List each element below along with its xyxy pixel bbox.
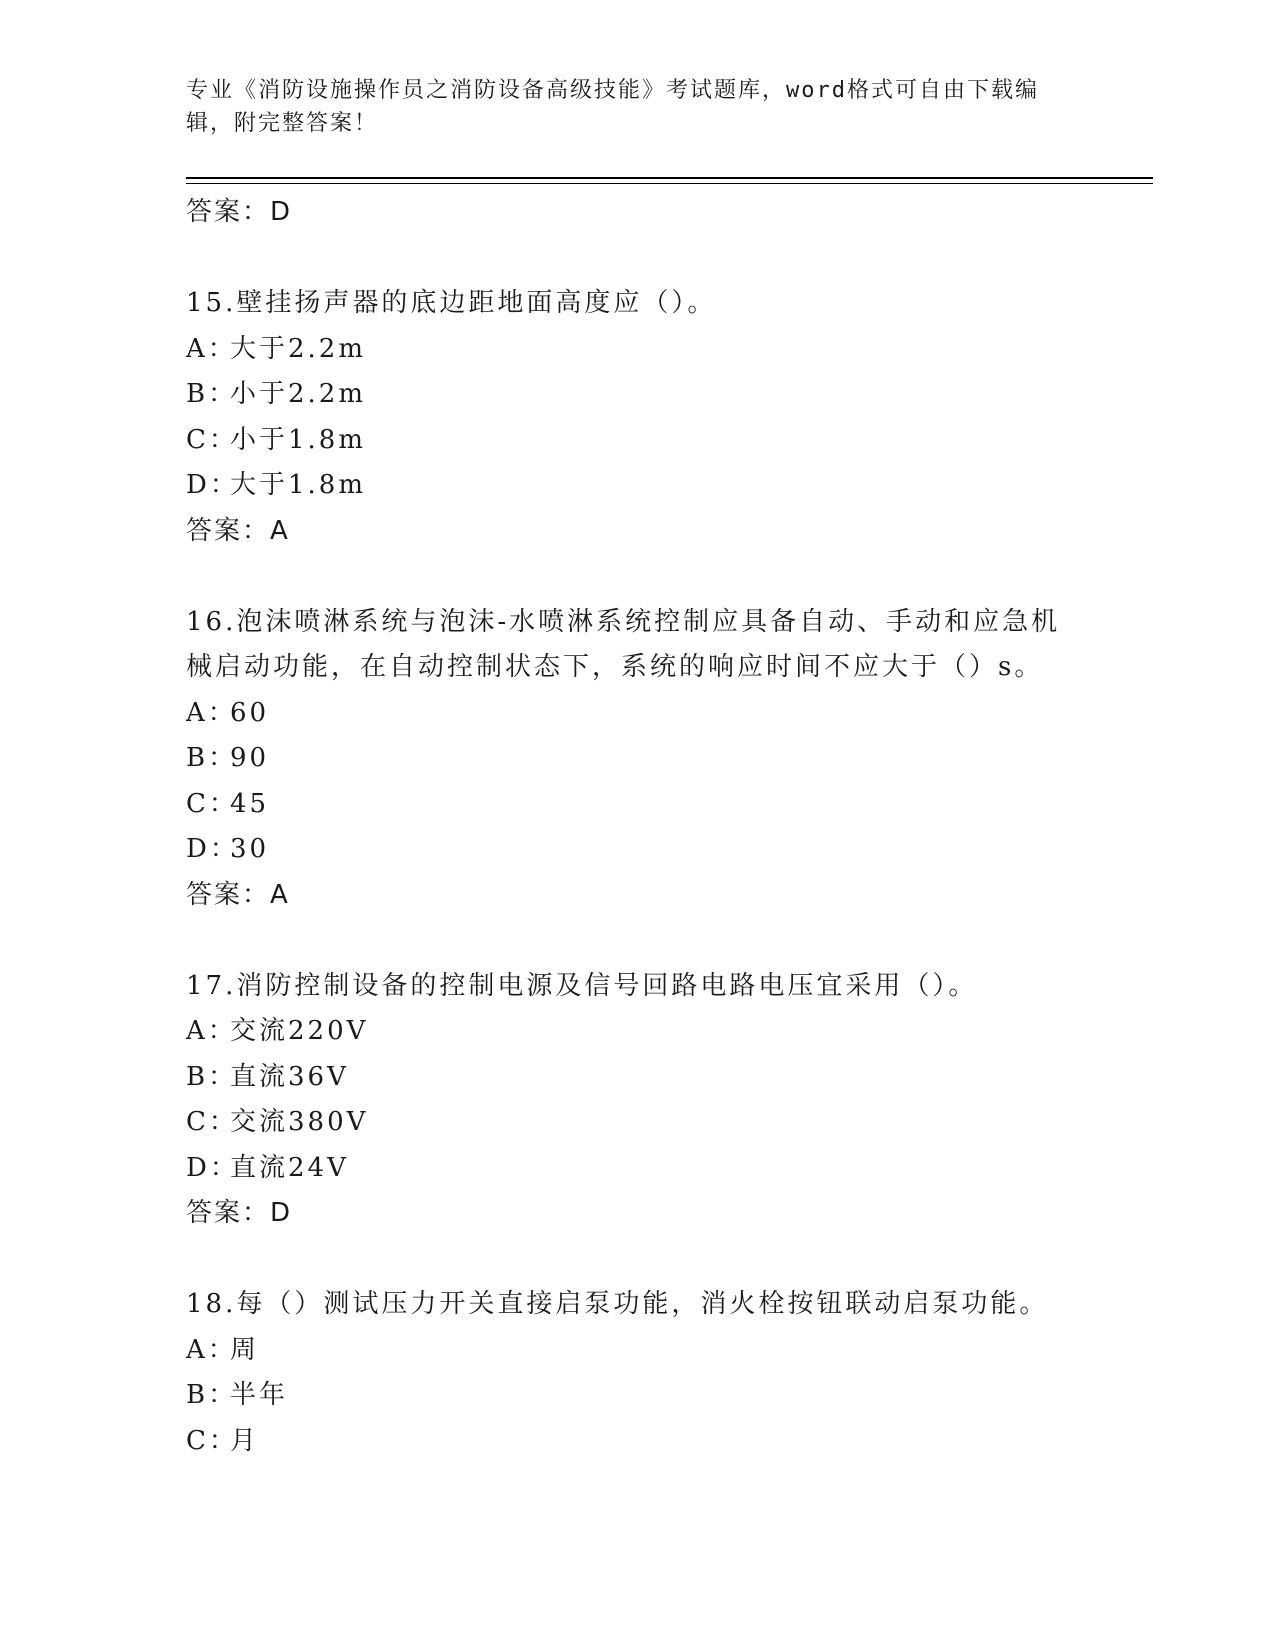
option-letter: D：	[186, 834, 239, 864]
option-letter: C：	[186, 1425, 238, 1456]
answer-line: 答案：A	[186, 879, 290, 910]
option-letter: C：	[186, 788, 238, 819]
option-b	[186, 736, 1086, 782]
option-text: 大于1.8m	[230, 470, 367, 500]
option-d	[186, 463, 1086, 509]
option-letter: A：	[186, 1334, 237, 1365]
spacer	[186, 1237, 1086, 1283]
option-b	[186, 1373, 1086, 1419]
option-c	[186, 782, 1086, 828]
option-letter: B：	[186, 379, 238, 409]
option-text: 月	[230, 1425, 260, 1456]
header-rule-thin	[186, 183, 1153, 184]
spacer	[186, 236, 1086, 282]
question-stem: 17.消防控制设备的控制电源及信号回路电路电压宜采用（）。	[186, 970, 978, 1001]
spacer	[186, 918, 1086, 964]
question-block	[186, 600, 1086, 919]
option-c	[186, 1100, 1086, 1146]
option-letter: B：	[186, 1061, 238, 1092]
option-a	[186, 1009, 1086, 1055]
answer-line: 答案：A	[186, 515, 290, 546]
option-d	[186, 1146, 1086, 1192]
option-letter: B：	[186, 743, 238, 773]
option-text: 大于2.2m	[230, 333, 367, 364]
header-line-1: 专业《消防设施操作员之消防设备高级技能》考试题库，word格式可自由下载编	[186, 78, 1039, 103]
option-text: 半年	[230, 1380, 289, 1410]
answer-line: 答案：D	[186, 197, 293, 227]
question-block	[186, 964, 1086, 1237]
option-d	[186, 827, 1086, 873]
option-a	[186, 327, 1086, 373]
question-stem: 15.壁挂扬声器的底边距地面高度应（）。	[186, 288, 717, 318]
option-c	[186, 418, 1086, 464]
option-text: 小于2.2m	[230, 379, 367, 409]
header-line-2: 辑，附完整答案！	[186, 111, 379, 136]
option-text: 30	[230, 834, 270, 864]
option-text: 周	[230, 1334, 260, 1365]
option-letter: D：	[186, 1152, 239, 1183]
document-header	[186, 74, 1066, 140]
option-text: 直流36V	[230, 1061, 349, 1092]
question-stem-continued: 械启动功能，在自动控制状态下，系统的响应时间不应大于（）s。	[186, 652, 1044, 682]
spacer	[186, 554, 1086, 600]
option-text: 直流24V	[230, 1152, 349, 1183]
option-letter: D：	[186, 470, 239, 500]
question-stem: 18.每（）测试压力开关直接启泵功能，消火栓按钮联动启泵功能。	[186, 1289, 1049, 1319]
option-text: 45	[230, 788, 270, 819]
option-letter: A：	[186, 333, 237, 364]
answer-line: 答案：D	[186, 1198, 293, 1228]
option-a	[186, 1328, 1086, 1374]
option-c	[186, 1419, 1086, 1465]
option-text: 60	[230, 697, 270, 728]
option-b	[186, 1055, 1086, 1101]
option-text: 90	[230, 743, 270, 773]
question-block	[186, 1282, 1086, 1464]
question-stem: 16.泡沫喷淋系统与泡沫-水喷淋系统控制应具备自动、手动和应急机	[186, 606, 1061, 637]
option-letter: A：	[186, 1016, 237, 1046]
question-block	[186, 281, 1086, 554]
option-text: 交流380V	[230, 1107, 369, 1137]
option-letter: C：	[186, 1107, 238, 1137]
option-letter: C：	[186, 424, 238, 455]
header-rule-thick	[186, 177, 1153, 179]
option-text: 交流220V	[230, 1016, 369, 1046]
question-list	[186, 190, 1086, 1464]
option-b	[186, 372, 1086, 418]
option-text: 小于1.8m	[230, 424, 367, 455]
option-letter: B：	[186, 1380, 238, 1410]
option-letter: A：	[186, 697, 237, 728]
option-a	[186, 691, 1086, 737]
